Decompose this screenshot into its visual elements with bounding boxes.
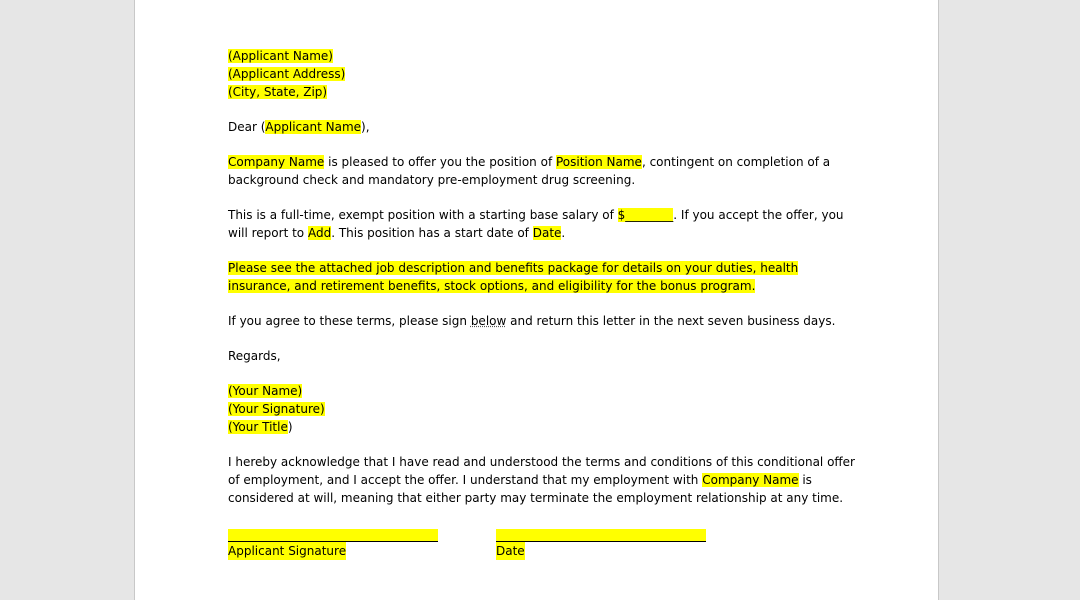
applicant-signature-field: [228, 529, 438, 560]
salutation: [228, 118, 858, 136]
company-name-placeholder: Company Name: [228, 155, 325, 169]
applicant-address-placeholder: (Applicant Address): [228, 67, 346, 81]
signature-block: [228, 529, 858, 569]
salary-paragraph: [228, 206, 858, 242]
ack-company-name-placeholder: Company Name: [702, 473, 799, 487]
below-word: below: [470, 314, 507, 328]
salary-text-1: This is a full-time, exempt position with a starting base salary of: [228, 208, 618, 222]
your-title-close: ): [287, 420, 293, 434]
salary-text-2: . If you accept the offer, you will report to: [228, 208, 844, 240]
terms-text-2: and return this letter in the next seven business days.: [506, 314, 836, 328]
report-to-placeholder: Add: [307, 226, 332, 240]
salary-text-3: . This position has a start date of: [331, 226, 533, 240]
ack-text-2: is considered at will, meaning that either party may terminate the employment relationship at any time.: [228, 473, 844, 505]
benefits-text: Please see the attached job description and benefits package for details on your duties, health insurance, and retirement benefits, stock options, and eligibility for the bonus program.: [228, 261, 799, 293]
applicant-name-placeholder: (Applicant Name): [228, 49, 333, 63]
benefits-paragraph: [228, 259, 858, 295]
salary-text-4: .: [561, 226, 566, 240]
salutation-name-placeholder: Applicant Name: [265, 120, 362, 134]
terms-text-1: If you agree to these terms, please sign: [228, 314, 471, 328]
signer-block: [228, 382, 858, 436]
document-page: [134, 0, 939, 600]
ack-text-1: I hereby acknowledge that I have read and understood the terms and conditions of this conditional offer of employment, and I accept the offer. I understand that my employment with: [228, 455, 855, 487]
city-state-zip-placeholder: (City, State, Zip): [228, 85, 328, 99]
closing: Regards,: [228, 349, 281, 363]
salutation-paren: (: [260, 120, 266, 134]
salary-placeholder: $________: [617, 208, 674, 222]
your-name-placeholder: (Your Name): [228, 384, 303, 398]
applicant-signature-line: [228, 529, 438, 542]
offer-paragraph: [228, 153, 858, 189]
letter-body: [228, 47, 858, 569]
date-line: [496, 529, 706, 542]
date-field: [496, 529, 706, 560]
applicant-address-block: [228, 47, 858, 101]
your-signature-placeholder: (Your Signature): [228, 402, 325, 416]
position-name-placeholder: Position Name: [555, 155, 642, 169]
date-label: Date: [496, 544, 525, 558]
offer-text-2: , contingent on completion of a background check and mandatory pre-employment drug screening.: [228, 155, 831, 187]
salutation-dear: Dear: [228, 120, 261, 134]
terms-paragraph: [228, 312, 858, 330]
offer-text-1: is pleased to offer you the position of: [324, 155, 556, 169]
your-title-placeholder: (Your Title: [228, 420, 288, 434]
salutation-close: ),: [361, 120, 370, 134]
start-date-placeholder: Date: [532, 226, 562, 240]
applicant-signature-label: Applicant Signature: [228, 544, 347, 558]
acknowledgement-paragraph: [228, 453, 858, 507]
